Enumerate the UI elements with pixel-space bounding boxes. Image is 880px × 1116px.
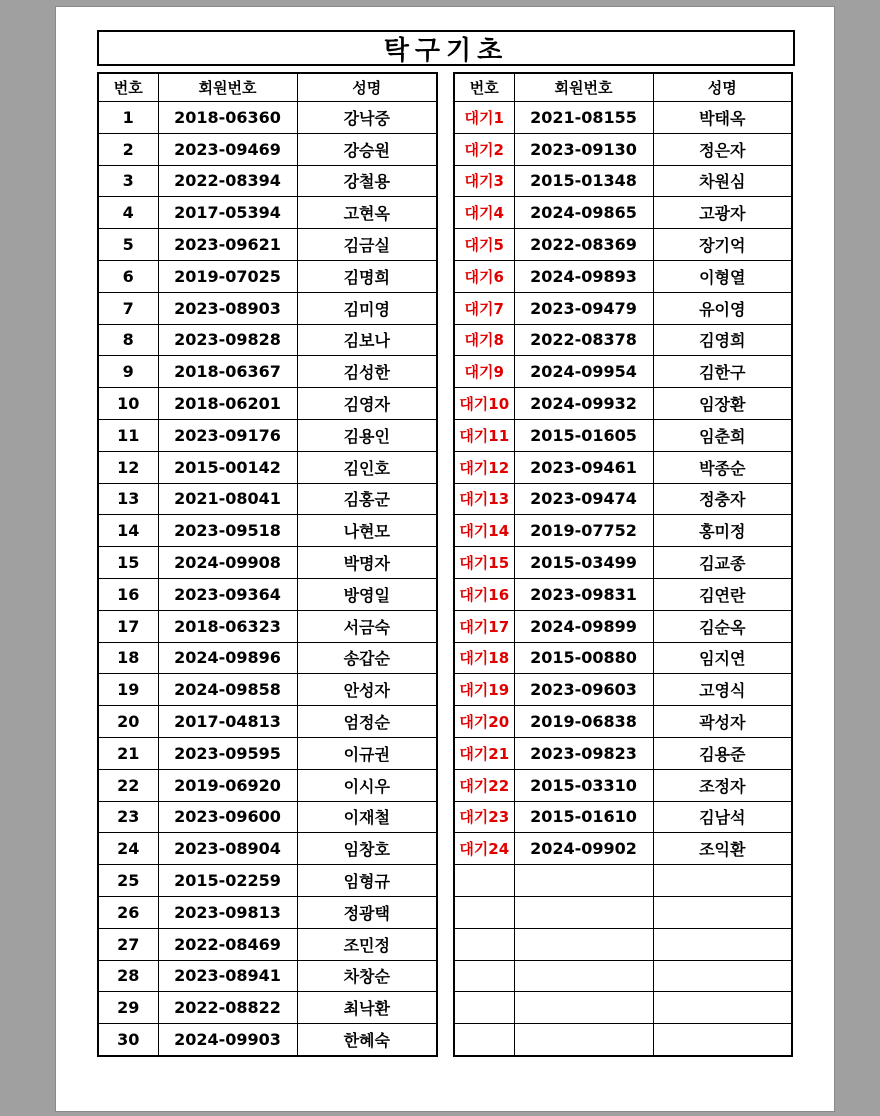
cell-name: 강승원 [297, 133, 437, 165]
cell-no: 13 [98, 483, 158, 515]
table-row [454, 992, 792, 1024]
cell-no: 2 [98, 133, 158, 165]
cell-no: 9 [98, 356, 158, 388]
cell-no: 대기5 [454, 229, 514, 261]
cell-no: 대기4 [454, 197, 514, 229]
cell-name: 차원심 [653, 165, 792, 197]
table-row [454, 833, 792, 865]
cell-name: 김남석 [653, 801, 792, 833]
cell-no: 22 [98, 769, 158, 801]
table-row [98, 706, 437, 738]
cell-name: 김금실 [297, 229, 437, 261]
cell-no: 대기24 [454, 833, 514, 865]
cell-member-no: 2023-09469 [158, 133, 297, 165]
cell-no: 18 [98, 642, 158, 674]
table-row [454, 578, 792, 610]
header-name: 성명 [297, 73, 437, 102]
cell-member-no: 2015-03499 [514, 547, 653, 579]
cell-name: 정은자 [653, 133, 792, 165]
table-row [98, 133, 437, 165]
cell-name: 강낙중 [297, 102, 437, 134]
cell-no: 29 [98, 992, 158, 1024]
cell-no: 5 [98, 229, 158, 261]
cell-no: 대기15 [454, 547, 514, 579]
cell-name: 김홍군 [297, 483, 437, 515]
cell-name: 김한구 [653, 356, 792, 388]
table-row [454, 674, 792, 706]
cell-no: 17 [98, 610, 158, 642]
cell-no: 25 [98, 865, 158, 897]
cell-name: 김보나 [297, 324, 437, 356]
cell-name: 차창순 [297, 960, 437, 992]
cell-member-no: 2023-09479 [514, 292, 653, 324]
cell-no: 15 [98, 547, 158, 579]
cell-member-no: 2024-09899 [514, 610, 653, 642]
waitlist-members-table [453, 72, 793, 1057]
cell-member-no: 2024-09908 [158, 547, 297, 579]
cell-name: 임형규 [297, 865, 437, 897]
cell-name: 박태옥 [653, 102, 792, 134]
cell-no: 대기13 [454, 483, 514, 515]
cell-no: 대기20 [454, 706, 514, 738]
cell-name: 고광자 [653, 197, 792, 229]
table-row [98, 483, 437, 515]
table-row [454, 324, 792, 356]
table-header-row [454, 73, 792, 102]
cell-member-no: 2022-08378 [514, 324, 653, 356]
cell-name: 한혜숙 [297, 1024, 437, 1056]
cell-no: 24 [98, 833, 158, 865]
cell-no: 16 [98, 578, 158, 610]
cell-member-no: 2023-09461 [514, 451, 653, 483]
cell-name: 조민정 [297, 928, 437, 960]
table-row [98, 356, 437, 388]
table-row [98, 801, 437, 833]
cell-name: 조정자 [653, 769, 792, 801]
cell-no: 21 [98, 737, 158, 769]
cell-member-no: 2024-09896 [158, 642, 297, 674]
enrolled-members-table [97, 72, 438, 1057]
cell-no: 대기11 [454, 419, 514, 451]
cell-no: 대기9 [454, 356, 514, 388]
cell-no: 27 [98, 928, 158, 960]
cell-member-no [514, 865, 653, 897]
cell-name: 김영자 [297, 388, 437, 420]
cell-no: 1 [98, 102, 158, 134]
cell-name [653, 1024, 792, 1056]
cell-no: 11 [98, 419, 158, 451]
page-title: 탁구기초 [97, 30, 795, 66]
cell-member-no: 2024-09893 [514, 260, 653, 292]
cell-name: 안성자 [297, 674, 437, 706]
table-row [98, 769, 437, 801]
cell-member-no: 2023-09518 [158, 515, 297, 547]
cell-name: 정광택 [297, 896, 437, 928]
cell-name: 홍미정 [653, 515, 792, 547]
cell-name: 나현모 [297, 515, 437, 547]
cell-no: 대기16 [454, 578, 514, 610]
cell-member-no: 2023-08941 [158, 960, 297, 992]
cell-member-no: 2023-09621 [158, 229, 297, 261]
header-member-no: 회원번호 [514, 73, 653, 102]
cell-member-no: 2019-06838 [514, 706, 653, 738]
table-row [454, 388, 792, 420]
cell-no [454, 1024, 514, 1056]
cell-name: 박종순 [653, 451, 792, 483]
table-row [454, 102, 792, 134]
cell-member-no [514, 992, 653, 1024]
table-row [98, 229, 437, 261]
table-row [454, 896, 792, 928]
cell-no: 대기3 [454, 165, 514, 197]
cell-name: 고영식 [653, 674, 792, 706]
table-row [98, 865, 437, 897]
cell-member-no: 2023-09364 [158, 578, 297, 610]
table-row [454, 133, 792, 165]
cell-no: 26 [98, 896, 158, 928]
table-row [454, 737, 792, 769]
cell-name: 김연란 [653, 578, 792, 610]
table-row [98, 388, 437, 420]
header-no: 번호 [98, 73, 158, 102]
header-name: 성명 [653, 73, 792, 102]
cell-no: 대기21 [454, 737, 514, 769]
cell-name: 최낙환 [297, 992, 437, 1024]
cell-name: 서금숙 [297, 610, 437, 642]
cell-name: 임지연 [653, 642, 792, 674]
cell-no: 23 [98, 801, 158, 833]
cell-name: 엄정순 [297, 706, 437, 738]
table-row [98, 292, 437, 324]
cell-no: 8 [98, 324, 158, 356]
table-row [454, 419, 792, 451]
cell-member-no: 2023-09831 [514, 578, 653, 610]
cell-member-no: 2024-09932 [514, 388, 653, 420]
cell-member-no [514, 960, 653, 992]
header-no: 번호 [454, 73, 514, 102]
cell-member-no: 2015-01610 [514, 801, 653, 833]
cell-name: 곽성자 [653, 706, 792, 738]
cell-name [653, 865, 792, 897]
table-row [98, 324, 437, 356]
cell-name: 유이영 [653, 292, 792, 324]
cell-no [454, 896, 514, 928]
cell-no: 28 [98, 960, 158, 992]
cell-no: 30 [98, 1024, 158, 1056]
table-row [454, 515, 792, 547]
cell-name [653, 896, 792, 928]
cell-name: 임장환 [653, 388, 792, 420]
table-row [98, 642, 437, 674]
cell-name: 강철용 [297, 165, 437, 197]
cell-member-no: 2023-09813 [158, 896, 297, 928]
cell-no: 대기22 [454, 769, 514, 801]
cell-name: 김인호 [297, 451, 437, 483]
cell-no [454, 960, 514, 992]
cell-member-no: 2018-06201 [158, 388, 297, 420]
table-row [454, 642, 792, 674]
cell-member-no: 2021-08041 [158, 483, 297, 515]
cell-member-no: 2023-09603 [514, 674, 653, 706]
table-row [98, 419, 437, 451]
table-row [98, 102, 437, 134]
cell-name [653, 992, 792, 1024]
table-row [98, 451, 437, 483]
table-row [98, 992, 437, 1024]
cell-no: 대기23 [454, 801, 514, 833]
cell-no: 14 [98, 515, 158, 547]
cell-member-no: 2015-03310 [514, 769, 653, 801]
cell-name: 이시우 [297, 769, 437, 801]
header-member-no: 회원번호 [158, 73, 297, 102]
cell-member-no: 2023-09823 [514, 737, 653, 769]
cell-member-no [514, 1024, 653, 1056]
table-row [98, 578, 437, 610]
cell-member-no: 2023-09828 [158, 324, 297, 356]
table-row [98, 547, 437, 579]
cell-member-no: 2024-09954 [514, 356, 653, 388]
cell-name [653, 960, 792, 992]
cell-no: 대기6 [454, 260, 514, 292]
cell-no: 대기1 [454, 102, 514, 134]
cell-name: 김미영 [297, 292, 437, 324]
cell-member-no: 2018-06323 [158, 610, 297, 642]
table-row [454, 229, 792, 261]
cell-member-no: 2017-05394 [158, 197, 297, 229]
table-row [454, 928, 792, 960]
table-row [98, 1024, 437, 1056]
cell-name: 박명자 [297, 547, 437, 579]
cell-name: 김교종 [653, 547, 792, 579]
cell-name: 이재철 [297, 801, 437, 833]
table-row [98, 165, 437, 197]
cell-no [454, 865, 514, 897]
cell-member-no: 2023-09176 [158, 419, 297, 451]
cell-name: 송갑순 [297, 642, 437, 674]
cell-member-no: 2022-08394 [158, 165, 297, 197]
table-row [454, 1024, 792, 1056]
cell-member-no: 2023-08904 [158, 833, 297, 865]
cell-name: 임춘희 [653, 419, 792, 451]
cell-no: 대기2 [454, 133, 514, 165]
table-row [454, 165, 792, 197]
cell-no: 대기19 [454, 674, 514, 706]
cell-member-no: 2023-08903 [158, 292, 297, 324]
cell-no: 7 [98, 292, 158, 324]
table-row [98, 197, 437, 229]
table-row [98, 960, 437, 992]
table-row [454, 547, 792, 579]
table-row [98, 737, 437, 769]
cell-member-no: 2015-01605 [514, 419, 653, 451]
cell-member-no: 2022-08469 [158, 928, 297, 960]
table-row [454, 769, 792, 801]
cell-no: 3 [98, 165, 158, 197]
cell-name: 김순옥 [653, 610, 792, 642]
table-row [454, 960, 792, 992]
cell-member-no: 2018-06360 [158, 102, 297, 134]
table-row [98, 610, 437, 642]
cell-no: 대기8 [454, 324, 514, 356]
cell-member-no: 2019-07025 [158, 260, 297, 292]
table-row [454, 706, 792, 738]
table-row [98, 896, 437, 928]
cell-member-no [514, 928, 653, 960]
table-row [98, 833, 437, 865]
cell-member-no: 2024-09858 [158, 674, 297, 706]
cell-no [454, 992, 514, 1024]
cell-member-no: 2022-08822 [158, 992, 297, 1024]
cell-member-no: 2023-09595 [158, 737, 297, 769]
table-row [454, 356, 792, 388]
cell-member-no: 2023-09130 [514, 133, 653, 165]
table-row [454, 260, 792, 292]
cell-no: 대기12 [454, 451, 514, 483]
cell-name [653, 928, 792, 960]
cell-no: 대기14 [454, 515, 514, 547]
cell-member-no: 2023-09474 [514, 483, 653, 515]
cell-name: 김명희 [297, 260, 437, 292]
cell-name: 이규권 [297, 737, 437, 769]
cell-name: 김용인 [297, 419, 437, 451]
cell-member-no: 2024-09865 [514, 197, 653, 229]
cell-member-no: 2024-09902 [514, 833, 653, 865]
cell-no: 10 [98, 388, 158, 420]
table-row [454, 865, 792, 897]
cell-no: 대기10 [454, 388, 514, 420]
cell-member-no [514, 896, 653, 928]
cell-member-no: 2024-09903 [158, 1024, 297, 1056]
cell-no: 19 [98, 674, 158, 706]
cell-no: 12 [98, 451, 158, 483]
table-row [98, 674, 437, 706]
cell-name: 김용준 [653, 737, 792, 769]
cell-member-no: 2018-06367 [158, 356, 297, 388]
cell-member-no: 2021-08155 [514, 102, 653, 134]
cell-member-no: 2019-07752 [514, 515, 653, 547]
cell-member-no: 2019-06920 [158, 769, 297, 801]
cell-no: 대기7 [454, 292, 514, 324]
cell-member-no: 2015-01348 [514, 165, 653, 197]
table-row [454, 610, 792, 642]
cell-no [454, 928, 514, 960]
cell-name: 장기억 [653, 229, 792, 261]
cell-member-no: 2015-02259 [158, 865, 297, 897]
table-row [454, 292, 792, 324]
cell-no: 대기17 [454, 610, 514, 642]
cell-no: 20 [98, 706, 158, 738]
table-row [98, 928, 437, 960]
cell-name: 정충자 [653, 483, 792, 515]
table-header-row [98, 73, 437, 102]
cell-no: 6 [98, 260, 158, 292]
table-row [98, 260, 437, 292]
table-row [454, 451, 792, 483]
table-row [454, 801, 792, 833]
table-row [454, 197, 792, 229]
table-row [98, 515, 437, 547]
cell-member-no: 2015-00880 [514, 642, 653, 674]
cell-name: 이형열 [653, 260, 792, 292]
cell-no: 대기18 [454, 642, 514, 674]
cell-name: 임창호 [297, 833, 437, 865]
cell-member-no: 2015-00142 [158, 451, 297, 483]
cell-name: 김영희 [653, 324, 792, 356]
cell-name: 방영일 [297, 578, 437, 610]
cell-member-no: 2017-04813 [158, 706, 297, 738]
cell-member-no: 2023-09600 [158, 801, 297, 833]
cell-no: 4 [98, 197, 158, 229]
cell-name: 김성한 [297, 356, 437, 388]
cell-name: 고현옥 [297, 197, 437, 229]
cell-member-no: 2022-08369 [514, 229, 653, 261]
document-page [55, 6, 835, 1112]
cell-name: 조익환 [653, 833, 792, 865]
table-row [454, 483, 792, 515]
